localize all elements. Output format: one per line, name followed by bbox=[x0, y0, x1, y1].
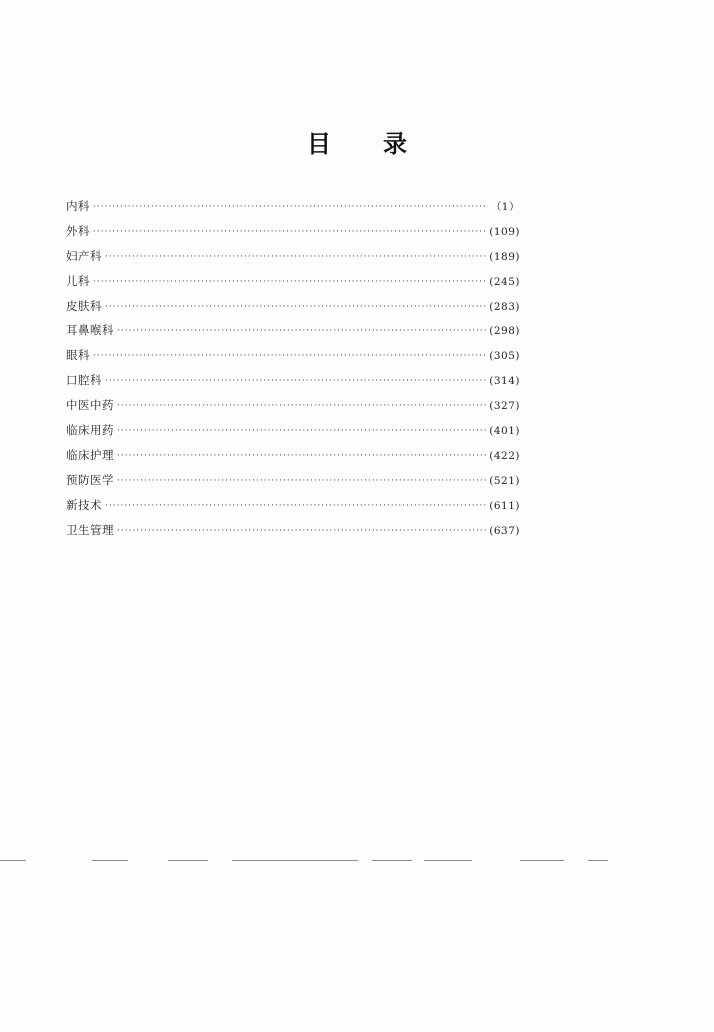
title-char: 录 bbox=[383, 130, 407, 158]
table-of-contents bbox=[66, 198, 520, 546]
toc-entry-page: (305) bbox=[489, 350, 520, 363]
toc-dot-leader bbox=[105, 501, 486, 511]
toc-dot-leader bbox=[93, 202, 488, 212]
toc-dot-leader bbox=[117, 451, 486, 461]
toc-entry-page: (611) bbox=[489, 499, 520, 512]
toc-entry-page: (109) bbox=[489, 225, 520, 238]
toc-entry-page: (521) bbox=[489, 474, 520, 487]
toc-entry-label: 卫生管理 bbox=[66, 522, 114, 537]
toc-dot-leader bbox=[93, 227, 486, 237]
toc-entry[interactable] bbox=[66, 322, 520, 347]
toc-entry-label: 临床护理 bbox=[66, 447, 114, 462]
scan-artifact-line bbox=[232, 860, 358, 861]
toc-entry[interactable] bbox=[66, 223, 520, 248]
toc-entry[interactable] bbox=[66, 273, 520, 298]
scan-artifact-line bbox=[168, 860, 208, 861]
toc-entry[interactable] bbox=[66, 397, 520, 422]
toc-entry[interactable] bbox=[66, 472, 520, 497]
toc-dot-leader bbox=[93, 351, 486, 361]
toc-entry-page: (401) bbox=[489, 425, 520, 438]
toc-entry[interactable] bbox=[66, 447, 520, 472]
toc-entry[interactable] bbox=[66, 298, 520, 323]
toc-entry-page: (314) bbox=[489, 375, 520, 388]
toc-entry-page: （1） bbox=[490, 201, 520, 213]
toc-entry-label: 口腔科 bbox=[66, 373, 102, 388]
toc-entry-label: 外科 bbox=[66, 223, 90, 238]
toc-entry-page: (283) bbox=[489, 300, 520, 313]
toc-dot-leader bbox=[117, 526, 486, 536]
toc-entry[interactable] bbox=[66, 497, 520, 522]
toc-dot-leader bbox=[105, 376, 486, 386]
toc-entry-label: 预防医学 bbox=[66, 472, 114, 487]
toc-entry-label: 新技术 bbox=[66, 497, 102, 512]
toc-entry-label: 妇产科 bbox=[66, 248, 102, 263]
toc-entry-label: 眼科 bbox=[66, 348, 90, 363]
toc-entry[interactable] bbox=[66, 198, 520, 223]
toc-entry[interactable] bbox=[66, 248, 520, 273]
scan-artifact-line bbox=[0, 860, 26, 861]
toc-entry-label: 耳鼻喉科 bbox=[66, 323, 114, 338]
toc-dot-leader bbox=[117, 476, 486, 486]
scan-artifact-line bbox=[588, 860, 608, 861]
toc-dot-leader bbox=[117, 401, 486, 411]
toc-entry[interactable] bbox=[66, 347, 520, 372]
toc-entry[interactable] bbox=[66, 422, 520, 447]
toc-entry-page: (298) bbox=[489, 325, 520, 338]
page-title bbox=[0, 124, 714, 159]
toc-dot-leader bbox=[105, 302, 486, 312]
scan-artifact-line bbox=[372, 860, 412, 861]
toc-entry-label: 皮肤科 bbox=[66, 298, 102, 313]
toc-entry-page: (327) bbox=[489, 400, 520, 413]
toc-entry-label: 内科 bbox=[66, 199, 90, 213]
scan-artifact-line bbox=[92, 860, 128, 861]
toc-dot-leader bbox=[105, 252, 486, 262]
toc-dot-leader bbox=[93, 277, 486, 287]
toc-entry-page: (422) bbox=[489, 449, 520, 462]
toc-entry-label: 中医中药 bbox=[66, 398, 114, 413]
scan-artifact-line bbox=[424, 860, 472, 861]
toc-entry-label: 儿科 bbox=[66, 273, 90, 288]
toc-dot-leader bbox=[117, 326, 486, 336]
title-char: 目 bbox=[307, 130, 331, 158]
toc-dot-leader bbox=[117, 426, 486, 436]
toc-entry-page: (189) bbox=[489, 250, 520, 263]
toc-entry[interactable] bbox=[66, 522, 520, 547]
toc-entry[interactable] bbox=[66, 372, 520, 397]
toc-entry-page: (245) bbox=[489, 275, 520, 288]
scan-artifact-line bbox=[520, 860, 564, 861]
toc-entry-label: 临床用药 bbox=[66, 423, 114, 438]
toc-entry-page: (637) bbox=[489, 524, 520, 537]
